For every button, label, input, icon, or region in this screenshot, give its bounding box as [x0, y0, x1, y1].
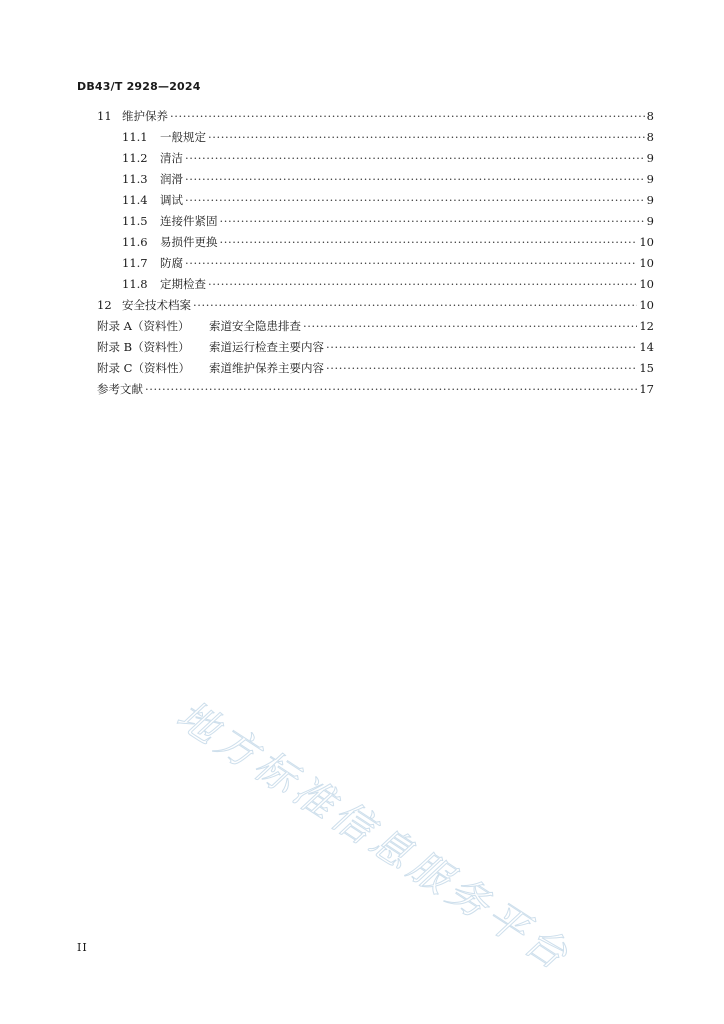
toc-leader-dots [185, 192, 645, 209]
toc-entry-title: 定期检查 [160, 277, 206, 291]
toc-leader-dots [145, 381, 637, 398]
toc-leader-dots [208, 276, 637, 293]
toc-entry-number: 附录 A（资料性） [97, 319, 190, 333]
toc-entry-title: 安全技术档案 [122, 298, 191, 312]
toc-entry-title: 清洁 [160, 151, 183, 165]
toc-entry[interactable] [97, 108, 654, 125]
toc-entry-number: 11.5 [122, 214, 148, 228]
toc-leader-dots [303, 318, 637, 335]
toc-entry[interactable] [97, 318, 654, 335]
toc-entry[interactable] [122, 255, 654, 272]
toc-entry-number: 11.6 [122, 235, 148, 249]
toc-entry[interactable] [122, 150, 654, 167]
toc-entry[interactable] [122, 192, 654, 209]
toc-entry-title: 防腐 [160, 256, 183, 270]
document-code: DB43/T 2928—2024 [77, 80, 201, 93]
toc-leader-dots [170, 108, 645, 125]
toc-entry-page: 10 [639, 277, 654, 291]
toc-entry-page: 10 [639, 256, 654, 270]
toc-entry-page: 9 [646, 172, 654, 186]
toc-leader-dots [220, 234, 638, 251]
toc-entry-page: 8 [646, 130, 654, 144]
page-number: II [77, 941, 88, 954]
toc-leader-dots [326, 339, 637, 356]
toc-entry[interactable] [97, 381, 654, 398]
toc-leader-dots [326, 360, 637, 377]
toc-entry-title: 维护保养 [122, 109, 168, 123]
toc-entry[interactable] [97, 360, 654, 377]
toc-entry-number: 附录 C（资料性） [97, 361, 190, 375]
toc-entry[interactable] [122, 213, 654, 230]
watermark: 地方标准信息服务平台 [168, 692, 580, 982]
toc-entry-title: 润滑 [160, 172, 183, 186]
toc-entry-page: 9 [646, 214, 654, 228]
toc-entry-number: 11.3 [122, 172, 148, 186]
toc-entry-page: 8 [646, 109, 654, 123]
toc-leader-dots [185, 150, 645, 167]
toc-entry-title: 索道安全隐患排查 [209, 319, 301, 333]
toc-entry-number: 附录 B（资料性） [97, 340, 190, 354]
toc-entry-page: 12 [639, 319, 654, 333]
toc-entry-page: 10 [639, 298, 654, 312]
toc-entry[interactable] [122, 276, 654, 293]
toc-entry[interactable] [97, 339, 654, 356]
toc-entry-title: 易损件更换 [160, 235, 218, 249]
toc-entry-number: 11.2 [122, 151, 148, 165]
toc-entry-page: 15 [639, 361, 654, 375]
toc-entry-number: 11.8 [122, 277, 148, 291]
toc-entry-page: 9 [646, 151, 654, 165]
toc-entry-title: 索道维护保养主要内容 [209, 361, 324, 375]
toc-entry-number: 11.7 [122, 256, 148, 270]
toc-entry-title: 调试 [160, 193, 183, 207]
toc-entry-page: 9 [646, 193, 654, 207]
toc-leader-dots [208, 129, 645, 146]
toc-entry-number: 12 [97, 298, 112, 312]
toc-entry[interactable] [122, 171, 654, 188]
toc-leader-dots [185, 255, 637, 272]
toc-entry[interactable] [122, 234, 654, 251]
toc-entry-page: 10 [639, 235, 654, 249]
toc-leader-dots [193, 297, 637, 314]
toc-leader-dots [220, 213, 645, 230]
toc-entry-page: 17 [639, 382, 654, 396]
toc-entry-number: 11.1 [122, 130, 148, 144]
toc-entry-title: 参考文献 [97, 382, 143, 396]
toc-entry[interactable] [122, 129, 654, 146]
toc-entry-number: 11.4 [122, 193, 148, 207]
toc-entry-title: 索道运行检查主要内容 [209, 340, 324, 354]
toc-entry-number: 11 [97, 109, 112, 123]
toc-leader-dots [185, 171, 645, 188]
toc-entry-page: 14 [639, 340, 654, 354]
toc-entry-title: 一般规定 [160, 130, 206, 144]
toc-entry[interactable] [97, 297, 654, 314]
toc-entry-title: 连接件紧固 [160, 214, 218, 228]
